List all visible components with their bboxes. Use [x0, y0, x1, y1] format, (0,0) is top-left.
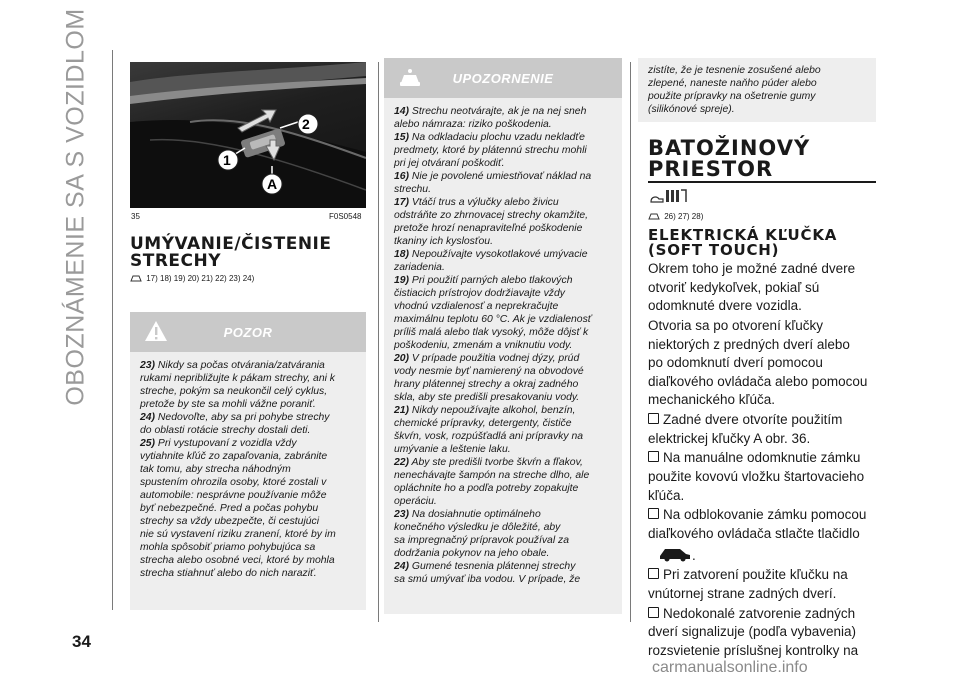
trunk-line-text: Nedokonalé zatvorenie zadných [663, 605, 856, 621]
note-text: odstráňte zo zhrnovacej strechy okamžite, [394, 210, 589, 221]
note-number: 20) [394, 353, 410, 364]
note-text: škvŕn, vosk, rozpúšťadlá ani prípravky na [394, 431, 584, 442]
trunk-refs-text: 26) 27) 28) [664, 212, 704, 221]
trunk-line-text: elektrickej kľučky A obr. 36. [648, 430, 811, 446]
trunk-body [648, 260, 878, 661]
trunk-line-text: otvoriť kedykoľvek, pokiaľ sú [648, 279, 820, 295]
trunk-line [648, 430, 878, 449]
trunk-heading [648, 138, 878, 180]
note-text: Nie je povolené umiestňovať náklad na [409, 171, 592, 182]
note-text: pretože hrozí nenapraviteľné poškodenie [394, 223, 583, 234]
upozornenie-body [384, 98, 622, 586]
note-line [394, 131, 612, 144]
note-line [140, 476, 356, 489]
note-line [140, 528, 356, 541]
note-text: hrany plátennej strechy a okraj zadného [394, 379, 579, 390]
note-line [394, 469, 612, 482]
note-text: chemické prípravky, detergenty, čističe [394, 418, 572, 429]
trunk-heading-line1: BATOŽINOVÝ [648, 136, 811, 160]
trunk-line-text: kľúča. [648, 487, 685, 503]
continuation-line: zlepené, naneste naňho púder alebo [648, 78, 817, 89]
note-text: Aby ste predišli tvorbe škvŕn a fľakov, [409, 457, 583, 468]
note-number: 21) [394, 405, 410, 416]
roof-wash-heading-line2: STRECHY [130, 251, 222, 271]
note-number: 25) [140, 438, 156, 449]
soft-touch-heading-line2: (SOFT TOUCH) [648, 241, 780, 259]
checkbox-bullet-icon [648, 508, 659, 519]
note-line [140, 424, 356, 437]
callout-1: 1 [223, 152, 231, 168]
note-line [394, 144, 612, 157]
note-text: Na odkladaciu plochu vzadu nekladťe [409, 132, 585, 143]
note-text: tak tomu, aby strecha náhodným [140, 464, 291, 475]
trailing-period: . [692, 548, 696, 564]
note-line [394, 287, 612, 300]
note-text: streche, pokým sa neukončil celý cyklus, [140, 386, 328, 397]
note-line [394, 235, 612, 248]
roof-wash-refs-text: 17) 18) 19) 20) 21) 22) 23) 24) [146, 274, 255, 283]
note-number: 24) [394, 561, 410, 572]
note-text: konečného výsledku je dôležité, aby [394, 522, 561, 533]
warning-car-icon-2 [648, 211, 660, 220]
trunk-line [648, 566, 878, 585]
trunk-line [648, 623, 878, 642]
note-number: 24) [140, 412, 156, 423]
note-line [394, 430, 612, 443]
trunk-paragraph [648, 605, 878, 661]
trunk-line [648, 373, 878, 392]
note-line [394, 443, 612, 456]
note-text: tkaniny ich kyslosťou. [394, 236, 493, 247]
roof-wash-refs [130, 273, 366, 283]
roof-wash-heading-line1: UMÝVANIE/ČISTENIE [130, 234, 332, 254]
note-line [140, 450, 356, 463]
trunk-line [648, 605, 878, 624]
note-text: mohla spôsobiť priamo pohybujúca sa [140, 542, 316, 553]
note-line [394, 495, 612, 508]
note-line [394, 326, 612, 339]
trunk-paragraph [648, 449, 878, 505]
figure-code: F0S0548 [329, 212, 362, 221]
note-text: Vtáčí trus a výlučky alebo živicu [409, 197, 559, 208]
continuation-line: zistíte, že je tesnenie zosušené alebo [648, 65, 821, 76]
note-text: maximálnu teplotu 60 °C. Ak je vzdialenosť [394, 314, 592, 325]
note-line [394, 313, 612, 326]
continuation-box [638, 58, 876, 122]
note-text: Nepoužívajte vysokotlakové umývacie [409, 249, 588, 260]
note-text: pretože by ste sa mohli vážne poraniť. [140, 399, 316, 410]
trunk-line-text: diaľkového ovládača stlačte tlačidlo [648, 525, 860, 541]
trunk-line-text: dverí signalizuje (podľa vybavenia) [648, 624, 857, 640]
note-text: strechy sa vždy ubezpečte, či cestujúci [140, 516, 320, 527]
note-line [394, 404, 612, 417]
pozor-title: POZOR [223, 325, 273, 340]
divider-left [112, 50, 113, 610]
trunk-paragraph [648, 506, 878, 543]
note-line [140, 567, 356, 580]
trunk-line-text: odomknuté dvere vozidla. [648, 298, 802, 314]
section-side-title-text: OBOZNÁMENIE SA S VOZIDLOM [61, 8, 90, 406]
trunk-line [648, 585, 878, 604]
note-line [394, 105, 612, 118]
continuation-line: (silikónové spreje). [648, 104, 735, 115]
trunk-line-text: mechanického kľúča. [648, 392, 776, 408]
note-line [394, 365, 612, 378]
note-line [140, 359, 356, 372]
note-line [394, 274, 612, 287]
note-number: 22) [394, 457, 410, 468]
note-line [140, 489, 356, 502]
trunk-line [648, 336, 878, 355]
note-text: predmety, ktoré by plátennú strechu mohli [394, 145, 587, 156]
note-number: 23) [394, 509, 410, 520]
trunk-paragraph [648, 566, 878, 603]
trunk-line [648, 279, 878, 298]
note-line [394, 339, 612, 352]
soft-touch-heading [648, 228, 878, 258]
note-text: Nedovoľte, aby sa pri pohybe strechy [155, 412, 330, 423]
pozor-header [130, 312, 366, 352]
trunk-line [648, 391, 878, 410]
note-text: automobile: nesprávne používanie môže [140, 490, 327, 501]
note-text: rukami nepribližujte k pákam strechy, ani k [140, 373, 335, 384]
note-text: skla, aby ste predišli presakovaniu vody. [394, 392, 580, 403]
note-text: vhodnú vzdialenosť a neprekračujte [394, 301, 559, 312]
trunk-line [648, 317, 878, 336]
callout-2: 2 [302, 116, 310, 132]
note-line [394, 352, 612, 365]
note-text: do oblasti rotácie strechy dostali deti. [140, 425, 311, 436]
trunk-paragraph [648, 317, 878, 410]
note-line [140, 541, 356, 554]
note-line [394, 118, 612, 131]
key-fob-graphic-icon [649, 186, 689, 206]
note-line [394, 482, 612, 495]
note-text: čistiacich prístrojov dodržiavajte vždy [394, 288, 565, 299]
figure-number: 35 [131, 212, 140, 221]
note-line [394, 534, 612, 547]
note-number: 17) [394, 197, 410, 208]
note-line [394, 508, 612, 521]
checkbox-bullet-icon [648, 413, 659, 424]
note-text: vytiahnite kľúč zo zapaľovania, zabránite [140, 451, 328, 462]
note-line [394, 521, 612, 534]
note-number: 18) [394, 249, 410, 260]
note-line [394, 300, 612, 313]
trunk-line-text: Otvoria sa po otvorení kľučky [648, 317, 824, 333]
note-text: nenechávajte šampón na streche dlho, ale [394, 470, 590, 481]
note-line [394, 547, 612, 560]
trunk-paragraph [648, 260, 878, 316]
roof-wash-heading [130, 236, 366, 270]
trunk-heading-rule [648, 181, 876, 183]
note-text: Nikdy nepoužívajte alkohol, benzín, [409, 405, 576, 416]
note-text: príliš malá alebo tlak vysoký, môže dôjsť k [394, 327, 589, 338]
car-unlock-button-icon [658, 544, 692, 562]
trunk-line [648, 506, 878, 525]
roof-wash-section [130, 236, 366, 283]
callout-a: A [267, 176, 278, 192]
note-number: 15) [394, 132, 410, 143]
trunk-line-text: Zadné dvere otvoríte použitím [663, 412, 843, 427]
note-line [140, 372, 356, 385]
soft-touch-section [648, 228, 878, 662]
page-number: 34 [72, 632, 91, 651]
trunk-heading-line2: PRIESTOR [648, 157, 774, 181]
note-line [140, 385, 356, 398]
trunk-line [648, 411, 878, 430]
note-text: byť nebezpečné. Pred a počas pohybu [140, 503, 319, 514]
note-text: zariadenia. [394, 262, 445, 273]
note-line [394, 196, 612, 209]
trunk-paragraph [648, 411, 878, 448]
trunk-refs [648, 211, 703, 221]
trunk-line [648, 260, 878, 279]
note-text: sa smú umývať iba vodou. V prípade, že [394, 574, 581, 585]
note-line [394, 209, 612, 222]
trunk-line-text: rozsvietenie príslušnej kontrolky na [648, 642, 859, 658]
note-text: V prípade použitia vodnej dýzy, prúd [409, 353, 580, 364]
trunk-line [648, 487, 878, 506]
note-line [394, 378, 612, 391]
pozor-warning-box [130, 312, 366, 610]
note-line [394, 573, 612, 586]
note-text: Pri vystupovaní z vozidla vždy [155, 438, 297, 449]
note-line [394, 183, 612, 196]
note-text: nie sú vystavení riziku zranení, ktoré by im [140, 529, 336, 540]
upozornenie-header [384, 58, 622, 98]
figure-35-photo [130, 62, 366, 208]
trunk-section [648, 138, 878, 180]
trunk-line [648, 297, 878, 316]
trunk-line [648, 525, 878, 544]
trunk-line-text: Na odblokovanie zámku pomocou [663, 507, 867, 523]
trunk-line-text: vnútornej strane zadných dverí. [648, 586, 837, 601]
note-text: dodržania pokynov na jeho obale. [394, 548, 550, 559]
note-line [394, 157, 612, 170]
note-text: pri jej otváraní poškodiť. [394, 158, 505, 169]
trunk-line-text: Pri zatvorení použite kľučku na [663, 567, 848, 583]
trunk-line-text: niektorých z predných dverí alebo [648, 336, 850, 352]
trunk-line-text: po odomknutí dverí pomocou [648, 355, 823, 371]
note-text: umývanie a leštenie laku. [394, 444, 511, 455]
upozornenie-caution-box [384, 58, 622, 614]
footer-watermark: carmanualsonline.info [652, 659, 808, 676]
trunk-line [648, 642, 878, 661]
note-line [140, 502, 356, 515]
trunk-line [648, 468, 878, 487]
continuation-body [638, 58, 876, 116]
trunk-line-text: diaľkového ovládača alebo pomocou [648, 373, 868, 389]
divider-middle [378, 62, 379, 622]
upozornenie-title: UPOZORNENIE [452, 71, 554, 86]
remote-button-line [648, 544, 878, 566]
warning-car-icon [130, 273, 142, 282]
trunk-line-text: Na manuálne odomknutie zámku [663, 450, 861, 466]
note-line [394, 248, 612, 261]
note-line [140, 437, 356, 450]
note-text: Gumené tesnenia plátennej strechy [409, 561, 576, 572]
note-line [394, 261, 612, 274]
section-side-title [56, 8, 96, 406]
note-text: Pri použití parných alebo tlakových [409, 275, 573, 286]
note-text: Na dosiahnutie optimálneho [409, 509, 541, 520]
note-line [140, 463, 356, 476]
note-line [140, 515, 356, 528]
note-line [394, 170, 612, 183]
note-text: spustením ohrozila osoby, ktoré zostali v [140, 477, 327, 488]
trunk-line [648, 354, 878, 373]
note-text: Strechu neotvárajte, ak je na nej sneh [409, 106, 587, 117]
continuation-line: použite prípravky na ošetrenie gumy [648, 91, 816, 102]
trunk-line [648, 449, 878, 468]
pozor-body [130, 352, 366, 580]
roof-latch-illustration [130, 62, 366, 208]
soft-touch-heading-line1: ELEKTRICKÁ KĽUČKA [648, 226, 838, 244]
note-text: operáciu. [394, 496, 437, 507]
divider-right [630, 62, 631, 622]
note-text: strechu. [394, 184, 431, 195]
note-text: alebo námraza: riziko poškodenia. [394, 119, 552, 130]
note-text: strecha stiahnuť alebo do nich naraziť. [140, 568, 317, 579]
note-text: strecha alebo osobné veci, ktoré by mohla [140, 555, 335, 566]
note-number: 23) [140, 360, 156, 371]
note-line [140, 411, 356, 424]
note-number: 19) [394, 275, 410, 286]
trunk-line-text: použite kovovú vložku štartovacieho [648, 468, 865, 484]
note-number: 14) [394, 106, 410, 117]
note-text: vody nesmie byť namierený na obvodové [394, 366, 584, 377]
trunk-line-text: Okrem toho je možné zadné dvere [648, 261, 856, 276]
note-line [394, 456, 612, 469]
note-line [140, 398, 356, 411]
note-line [394, 417, 612, 430]
note-line [394, 560, 612, 573]
note-line [394, 391, 612, 404]
note-text: opláchnite ho a podľa potreby zopakujte [394, 483, 579, 494]
note-text: sa impregnačný prípravok používal za [394, 535, 569, 546]
checkbox-bullet-icon [648, 568, 659, 579]
checkbox-bullet-icon [648, 451, 659, 462]
note-text: Nikdy sa počas otvárania/zatvárania [155, 360, 325, 371]
checkbox-bullet-icon [648, 607, 659, 618]
note-line [140, 554, 356, 567]
note-line [394, 222, 612, 235]
note-number: 16) [394, 171, 410, 182]
note-text: poškodeniu, zmenám a vniknutiu vody. [394, 340, 573, 351]
